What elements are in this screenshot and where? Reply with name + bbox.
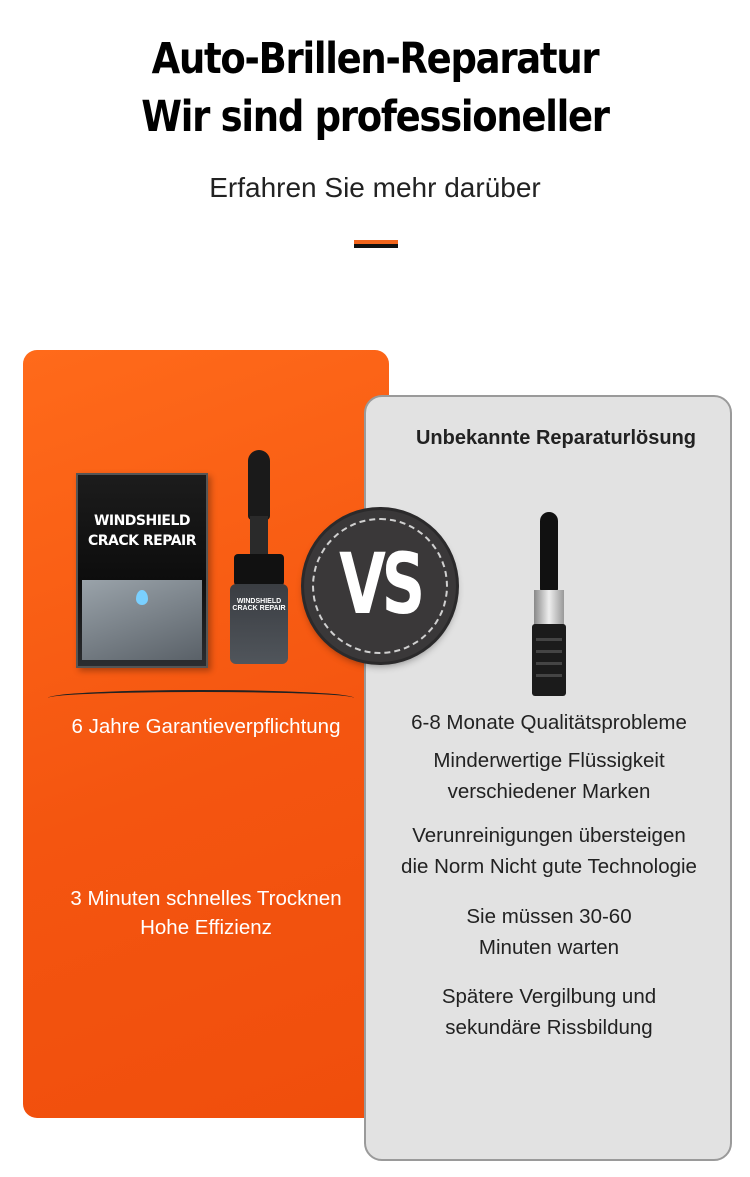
issue-quality: 6-8 Monate Qualitätsprobleme	[411, 711, 687, 734]
page-title-line2: Wir sind professioneller	[141, 92, 609, 142]
vs-badge	[304, 510, 456, 662]
bottle-label: WINDSHIELD CRACK REPAIR	[232, 598, 286, 612]
page-title-line1: Auto-Brillen-Reparatur	[151, 34, 599, 84]
competitor-bottle-image	[526, 512, 572, 697]
vs-text: VS	[339, 535, 421, 633]
unknown-solution-heading: Unbekannte Reparaturlösung	[415, 427, 697, 449]
accent-divider	[354, 240, 398, 248]
product-bottle-image	[230, 450, 290, 665]
droplet-icon	[136, 590, 148, 605]
decorative-swoosh	[48, 690, 354, 706]
product-box-label-line2: CRACK REPAIR	[87, 533, 197, 549]
product-box-label-line1: WINDSHIELD	[93, 513, 191, 529]
product-box-image	[76, 473, 208, 668]
page-subtitle: Erfahren Sie mehr darüber	[209, 172, 541, 203]
feature-drying: 3 Minuten schnelles Trocknen Hohe Effizienz	[70, 887, 342, 939]
issue-impurities: Verunreinigungen übersteigen die Norm Nicht gute Technologie	[401, 824, 697, 878]
our-product-panel	[23, 350, 389, 1118]
feature-warranty: 6 Jahre Garantieverpflichtung	[71, 715, 341, 738]
issue-yellowing: Spätere Vergilbung und sekundäre Rissbildung	[441, 985, 657, 1039]
issue-liquid: Minderwertige Flüssigkeit verschiedener Marken	[433, 749, 665, 803]
unknown-product-panel	[364, 395, 732, 1161]
issue-waiting: Sie müssen 30-60 Minuten warten	[466, 905, 632, 959]
